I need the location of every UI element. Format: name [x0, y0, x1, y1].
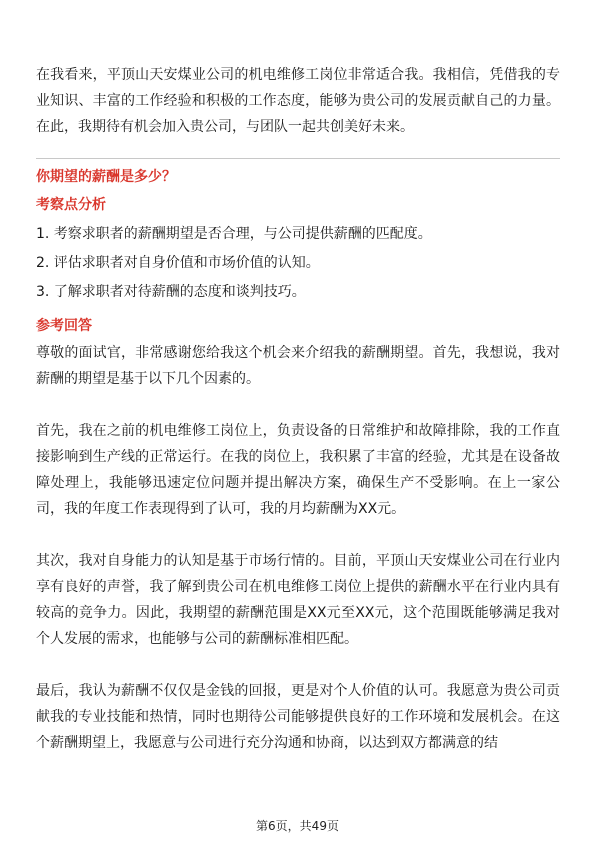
answer-paragraph: 最后，我认为薪酬不仅仅是金钱的回报，更是对个人价值的认可。我愿意为贵公司贡献我的专业技能和热情，同时也期待公司能够提供良好的工作环境和发展机会。在这个薪酬期望上，我愿意与公司进行充分沟通和协商，以达到双方都满意的结 — [36, 683, 560, 751]
intro-paragraph: 在我看来，平顶山天安煤业公司的机电维修工岗位非常适合我。我相信，凭借我的专业知识、丰富的工作经验和积极的工作态度，能够为贵公司的发展贡献自己的力量。在此，我期待有机会加入贵公司，与团队一起共创美好未来。 — [36, 67, 560, 135]
answer-label: 参考回答 — [36, 318, 92, 334]
section-divider — [36, 158, 560, 159]
analysis-point: 3. 了解求职者对待薪酬的态度和谈判技巧。 — [36, 284, 306, 300]
answer-body — [36, 340, 560, 756]
analysis-label: 考察点分析 — [36, 197, 106, 213]
answer-paragraph: 其次，我对自身能力的认知是基于市场行情的。目前，平顶山天安煤业公司在行业内享有良好的声誉，我了解到贵公司在机电维修工岗位上提供的薪酬水平在行业内具有较高的竞争力。因此，我期望的薪酬范围是XX元至XX元，这个范围既能够满足我对个人发展的需求，也能够与公司的薪酬标准相匹配。 — [36, 553, 560, 647]
analysis-point: 2. 评估求职者对自身价值和市场价值的认知。 — [36, 255, 320, 271]
page-footer: 第6页，共49页 — [256, 819, 339, 833]
question-title: 你期望的薪酬是多少？ — [36, 169, 176, 185]
analysis-point: 1. 考察求职者的薪酬期望是否合理，与公司提供薪酬的匹配度。 — [36, 226, 432, 242]
analysis-points-list — [36, 220, 560, 307]
answer-paragraph: 尊敬的面试官，非常感谢您给我这个机会来介绍我的薪酬期望。首先，我想说，我对薪酬的期望是基于以下几个因素的。 — [36, 345, 560, 387]
answer-paragraph: 首先，我在之前的机电维修工岗位上，负责设备的日常维护和故障排除，我的工作直接影响到生产线的正常运行。在我的岗位上，我积累了丰富的经验，尤其是在设备故障处理上，我能够迅速定位问题并提出解决方案，确保生产不受影响。在上一家公司，我的年度工作表现得到了认可，我的月均薪酬为XX元。 — [36, 423, 560, 517]
